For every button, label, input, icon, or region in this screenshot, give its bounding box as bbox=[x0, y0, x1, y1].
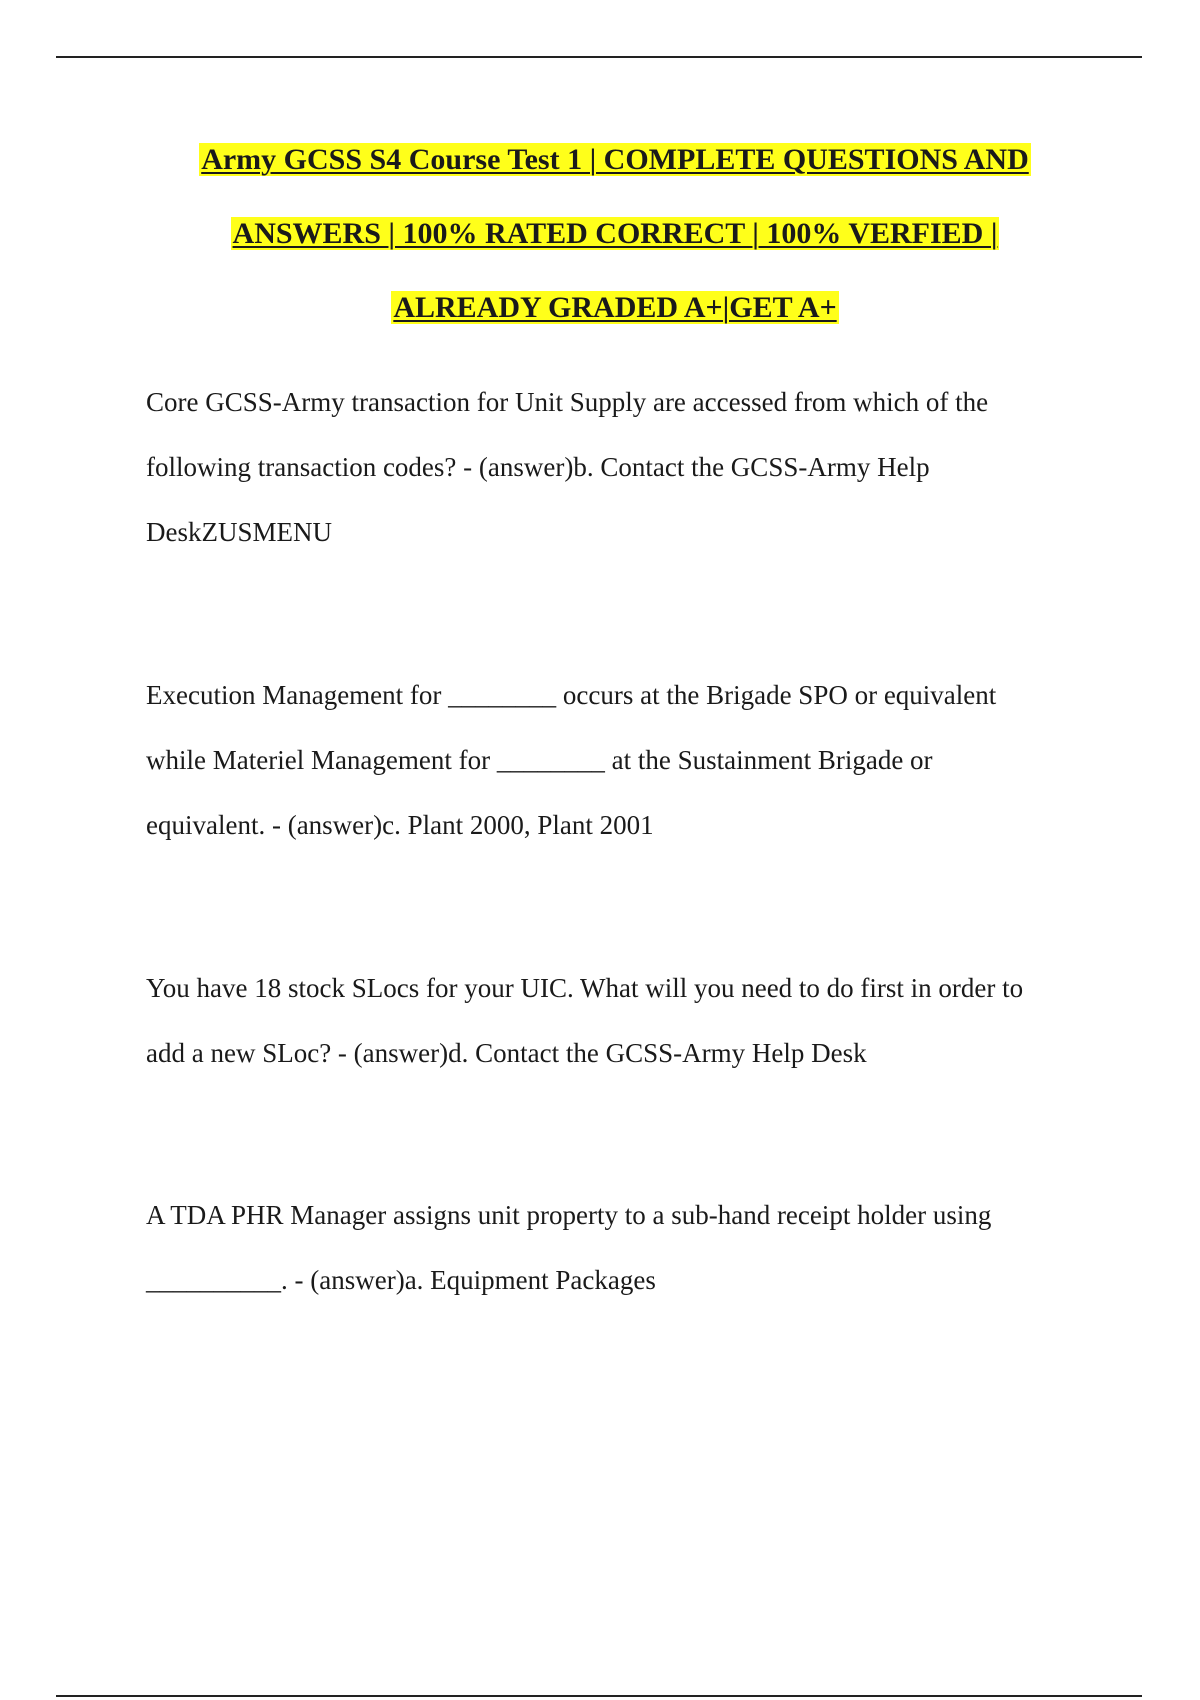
qa-4-line-1: A TDA PHR Manager assigns unit property to a sub-hand receipt holder using bbox=[146, 1200, 992, 1230]
qa-2-line-3: equivalent. - (answer)c. Plant 2000, Plant 2001 bbox=[146, 810, 654, 840]
qa-3-line-2: add a new SLoc? - (answer)d. Contact the GCSS-Army Help Desk bbox=[146, 1038, 867, 1068]
question-answer-4 bbox=[146, 1183, 1076, 1313]
title-line-2-text: ANSWERS | 100% RATED CORRECT | 100% VERFIED | bbox=[232, 217, 998, 250]
page-bottom-rule bbox=[56, 1695, 1142, 1697]
qa-2-line-1: Execution Management for ________ occurs at the Brigade SPO or equivalent bbox=[146, 680, 997, 710]
title-line-3 bbox=[120, 288, 1110, 362]
title-line-1 bbox=[120, 140, 1110, 214]
qa-2-line-2: while Materiel Management for ________ at the Sustainment Brigade or bbox=[146, 745, 933, 775]
title-line-3-text: ALREADY GRADED A+|GET A+ bbox=[393, 291, 837, 324]
question-answer-1 bbox=[146, 370, 1076, 565]
title-line-1-text: Army GCSS S4 Course Test 1 | COMPLETE QUESTIONS AND bbox=[201, 143, 1029, 176]
qa-1-line-1: Core GCSS-Army transaction for Unit Supply are accessed from which of the bbox=[146, 387, 989, 417]
qa-3-line-1: You have 18 stock SLocs for your UIC. What will you need to do first in order to bbox=[146, 973, 1024, 1003]
qa-1-line-3: DeskZUSMENU bbox=[146, 517, 332, 547]
qa-1-line-2: following transaction codes? - (answer)b. Contact the GCSS-Army Help bbox=[146, 452, 930, 482]
title-line-2 bbox=[120, 214, 1110, 288]
qa-4-line-2: __________. - (answer)a. Equipment Packages bbox=[146, 1265, 656, 1295]
question-answer-2 bbox=[146, 663, 1076, 858]
page-top-rule bbox=[56, 56, 1142, 58]
document-title bbox=[120, 140, 1110, 362]
question-answer-3 bbox=[146, 956, 1076, 1086]
